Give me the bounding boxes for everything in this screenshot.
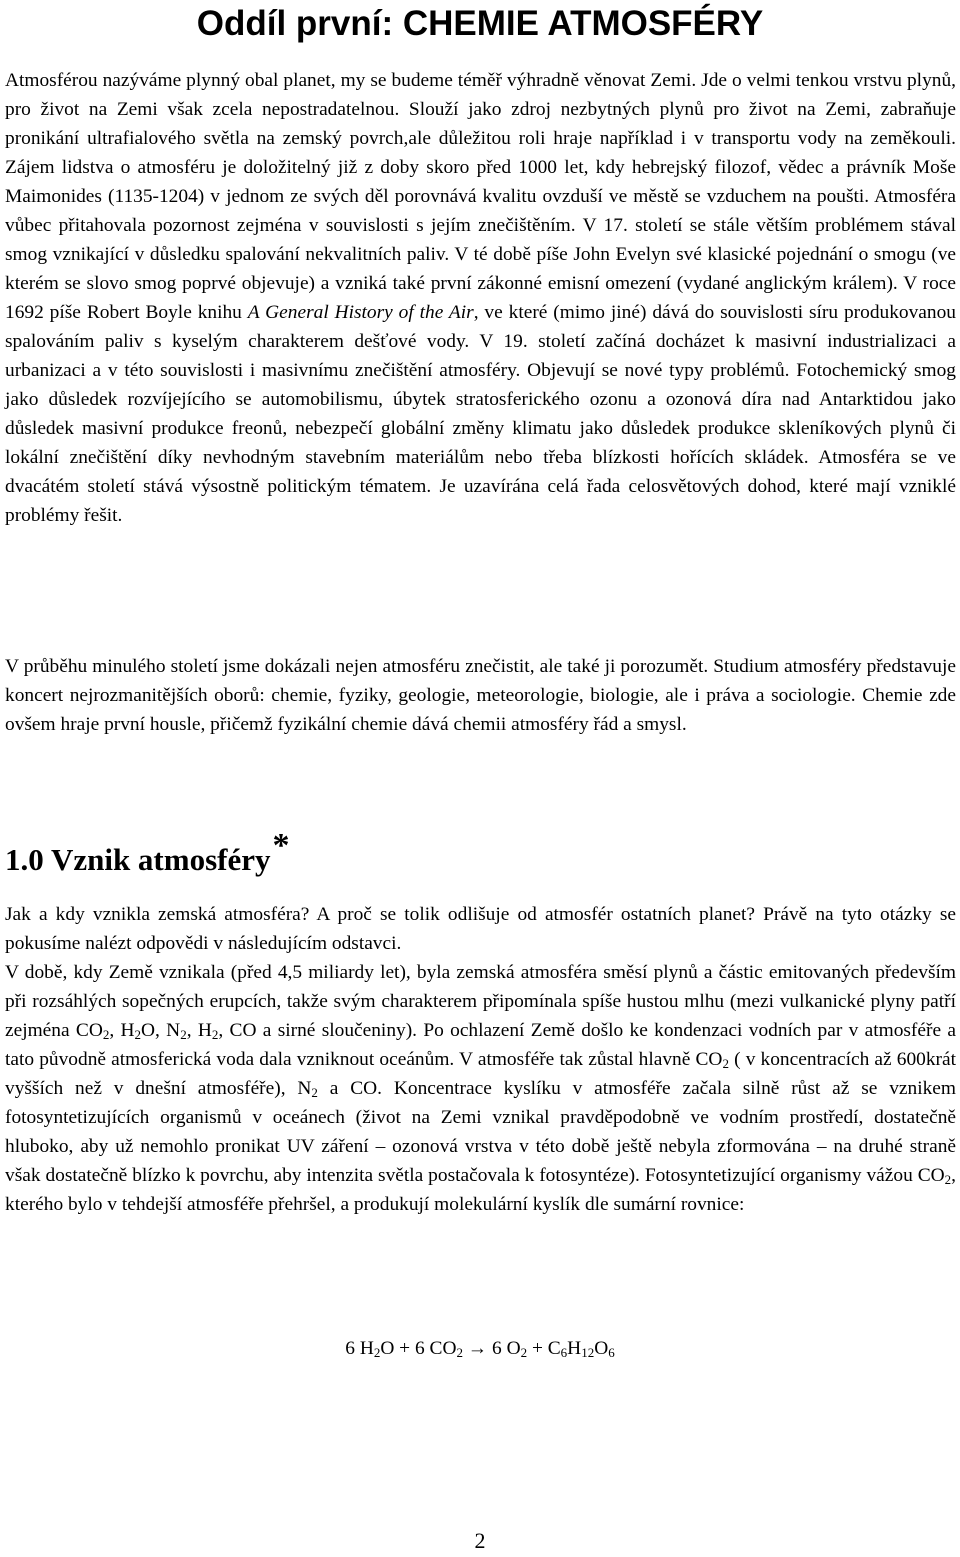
body-paragraph [5, 958, 956, 1219]
subscript: 2 [134, 1027, 142, 1042]
body-text-4: , H [186, 1020, 212, 1041]
eq-term: → 6 O [462, 1338, 521, 1359]
subscript: 2 [180, 1027, 187, 1042]
footnote-mark: * [272, 827, 290, 864]
subscript: 2 [311, 1085, 318, 1100]
page-title: Oddíl první: CHEMIE ATMOSFÉRY [196, 4, 764, 43]
eq-term: H [567, 1338, 582, 1359]
page-number: 2 [474, 1528, 486, 1553]
photosynthesis-equation [0, 1334, 960, 1364]
eq-subscript: 2 [456, 1345, 463, 1360]
body-text-8: , kterého bylo v tehdejší atmosféře přehršel, a produkují molekulární kyslík dle sumární rovnice: [5, 1165, 956, 1215]
body-text-6: ( v koncentracích až 600krát vyšších než v dnešní atmosféře), N [5, 1049, 957, 1099]
subscript: 2 [211, 1027, 219, 1042]
eq-term: + C [527, 1338, 561, 1359]
intro-text: Atmosférou nazýváme plynný obal planet, my se budeme téměř výhradně věnovat Zemi. Jde o velmi tenkou vrstvu plynů, pro život na Zemi však zcela nepostradatelnou. Slouží jako zdroj nezbytných plynů pro život na Zemi, zabraňuje pronikání ultrafialového světla na zemský povrch,ale důležitou roli hraje například i v transportu vody na zeměkouli. Zájem lidstva o atmosféru je doložitelný již z doby skoro před 1000 let, kdy hebrejský filozof, vědec a právník Moše Maimonides (1135-1204) v jednom ze svých děl porovnává kvalitu ovzduší ve městě se vzduchem na poušti. Atmosféra vůbec přitahovala pozornost zejména v souvislosti s jejím znečištěním. V 17. století se stále větším problémem stával smog vznikající v důsledku spalování nekvalitních paliv. V té době píše John Evelyn své klasické pojednání o smogu (ve kterém se slovo smog poprvé objevuje) a vzniká také první zákonné emisní omezení (vydané anglickým králem). V roce 1692 píše Robert Boyle knihu [5, 70, 956, 323]
eq-term: 6 H [345, 1338, 374, 1359]
section-heading-text: 1.0 Vznik atmosféry [5, 842, 271, 877]
intro-paragraph [5, 66, 956, 530]
body-text-5: , CO a sirné sloučeniny). Po ochlazení Země došlo ke kondenzaci vodních par v atmosféře a tato původně atmosferická voda dala vzniknout oceánům. V atmosféře tak zůstal hlavně CO [5, 1020, 956, 1070]
section-heading [5, 826, 289, 880]
body-text-2: , H [109, 1020, 135, 1041]
eq-subscript: 6 [560, 1345, 568, 1360]
eq-term: O [594, 1338, 609, 1359]
subscript: 2 [944, 1172, 952, 1187]
subscript: 2 [102, 1027, 110, 1042]
eq-subscript: 2 [373, 1345, 381, 1360]
body-text-7: a CO. Koncentrace kyslíku v atmosféře začala silně růst až se vznikem fotosyntetizujících organismů v oceánech (život na Zemi vznikal pravděpodobně ve vodním prostředí, dostatečně hluboko, aby už nemohlo pronikat UV záření – ozonová vrstva v této době ještě nebyla zformována – na druhé straně však dostatečně blízko k povrchu, aby intenzita světla postačovala k fotosyntéze). Fotosyntetizující organismy vážou CO [5, 1078, 956, 1186]
eq-subscript: 6 [608, 1345, 615, 1360]
subscript: 2 [722, 1056, 729, 1071]
second-paragraph: V průběhu minulého století jsme dokázali nejen atmosféru znečistit, ale také ji porozumět. Studium atmosféry představuje koncert nejrozmanitějších oborů: chemie, fyziky, geologie, meteorologie, biologie, ale i práva a sociologie. Chemie zde ovšem hraje první housle, přičemž fyzikální chemie dává chemii atmosféry řád a smysl. [5, 656, 956, 735]
eq-term: O + 6 CO [380, 1338, 457, 1359]
questions-paragraph: Jak a kdy vznikla zemská atmosféra? A proč se tolik odlišuje od atmosfér ostatních planet? Právě na tyto otázky se pokusíme nalézt odpovědi v následujícím odstavci. [5, 904, 956, 954]
eq-subscript: 12 [581, 1345, 595, 1360]
eq-subscript: 2 [520, 1345, 528, 1360]
book-title: A General History of the Air [247, 302, 474, 323]
body-text-1: V době, kdy Země vznikala (před 4,5 miliardy let), byla zemská atmosféra směsí plynů a částic emitovaných především při rozsáhlých sopečných erupcích, takže svým charakterem připomínala spíše hustou mlhu (mezi vulkanické plyny patří zejména CO [5, 962, 956, 1041]
body-text-3: O, N [141, 1020, 181, 1041]
intro-text-cont: , ve které (mimo jiné) dává do souvislosti síru produkovanou spalováním paliv s kyselým charakterem dešťové vody. V 19. století začíná docházet k masivní industrializaci a urbanizaci a v této souvislosti i masivnímu znečištění atmosféry. Objevují se nové typy problémů. Fotochemický smog jako důsledek rozvíjejícího se automobilismu, úbytek stratosferického ozonu a ozonová díra nad Antarktidou jako důsledek masivní produkce freonů, nebezpečí globální změny klimatu jako důsledek produkce skleníkových plynů či lokální znečištění díky nevhodným stavebním materiálům nebo třeba blízkosti hořících skládek. Atmosféra se ve dvacátém století stává výsostně politickým tématem. Je uzavírána celá řada celosvětových dohod, které mají vzniklé problémy řešit. [5, 302, 956, 526]
